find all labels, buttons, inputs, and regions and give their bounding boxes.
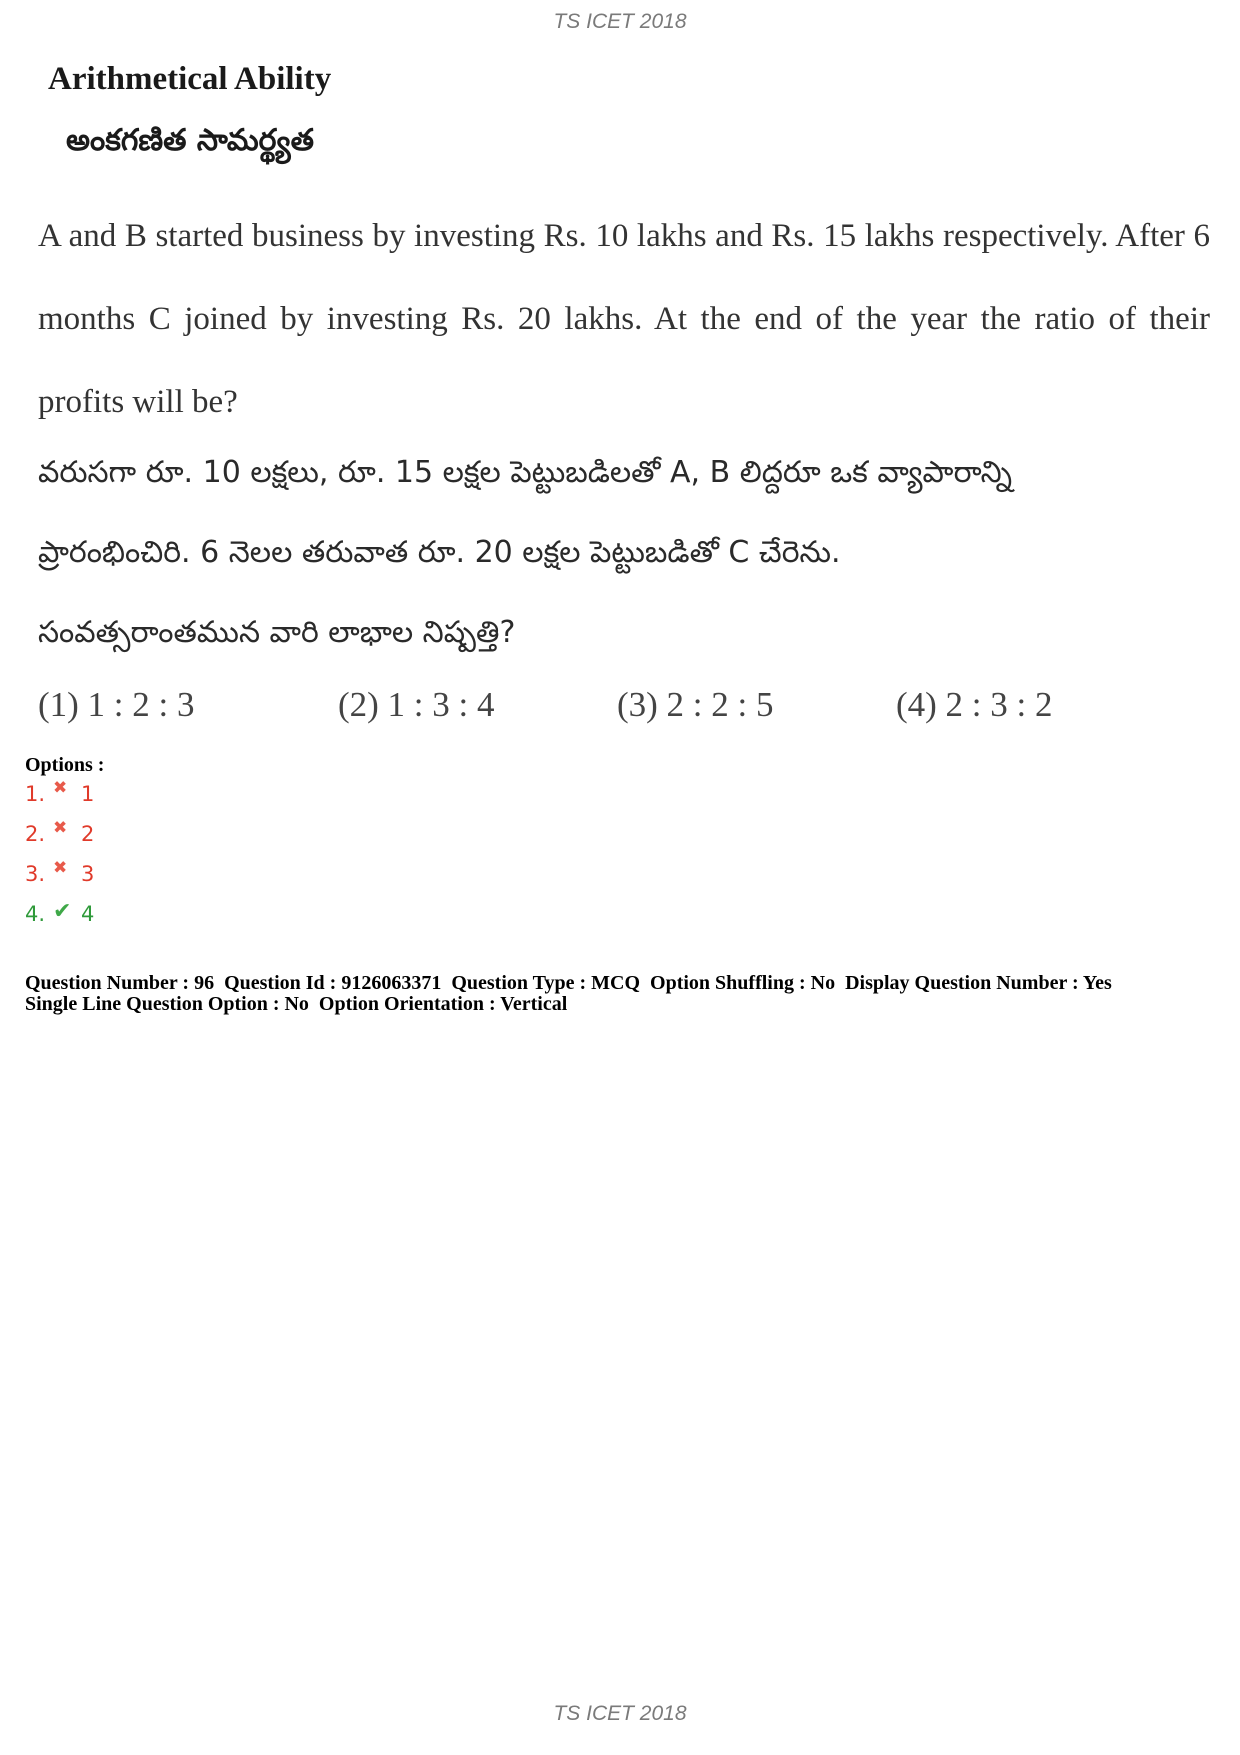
answer-choice: (1) 1 : 2 : 3: [38, 685, 195, 724]
option-value: 4: [81, 902, 95, 926]
option-value: 1: [81, 782, 95, 806]
cross-icon: ✖: [53, 818, 68, 838]
page-header: TS ICET 2018: [553, 10, 687, 33]
answer-choice: (3) 2 : 2 : 5: [617, 685, 774, 724]
question-text-telugu-line: వరుసగా రూ. 10 లక్షలు, రూ. 15 లక్షల పెట్టుబడిలతో A, B లిద్దరూ ఒక వ్యాపారాన్ని: [38, 455, 1012, 490]
question-metadata: [25, 973, 1225, 1015]
cross-icon: ✖: [53, 858, 68, 878]
option-value: 3: [81, 862, 95, 886]
question-image: [30, 55, 1220, 735]
options-label: Options :: [25, 754, 105, 776]
metadata-line: Single Line Question Option : No Option Orientation : Vertical: [25, 993, 568, 1015]
section-title-telugu: అంకగణిత సామర్థ్యత: [66, 123, 314, 158]
question-text-telugu-line: ప్రారంభించిరి. 6 నెలల తరువాత రూ. 20 లక్షల పెట్టుబడితో C చేరెను.: [38, 535, 841, 570]
option-number: 3.: [25, 862, 46, 886]
metadata-line: Question Number : 96 Question Id : 9126063371 Question Type : MCQ Option Shuffling : No Display Question Number : Yes: [25, 972, 1112, 994]
option-value: 2: [81, 822, 95, 846]
answer-choice: (2) 1 : 3 : 4: [338, 685, 495, 724]
cross-icon: ✖: [53, 778, 68, 798]
check-icon: ✔: [53, 898, 72, 924]
option-item: [25, 778, 94, 810]
option-number: 1.: [25, 782, 46, 806]
answer-choice: (4) 2 : 3 : 2: [896, 685, 1053, 724]
option-item: [25, 858, 94, 890]
option-item: [25, 818, 94, 850]
option-number: 2.: [25, 822, 46, 846]
option-number: 4.: [25, 902, 46, 926]
option-item-correct: [25, 898, 94, 930]
page-footer: TS ICET 2018: [553, 1702, 687, 1725]
section-title: Arithmetical Ability: [48, 61, 332, 97]
question-text-english: A and B started business by investing Rs. 10 lakhs and Rs. 15 lakhs respectively. After 6 months C joined by investing Rs. 20 lakhs. At the end of the year the ratio of their profits will be?: [38, 218, 1210, 420]
question-text-telugu-line: సంవత్సరాంతమున వారి లాభాల నిష్పత్తి?: [38, 615, 516, 650]
